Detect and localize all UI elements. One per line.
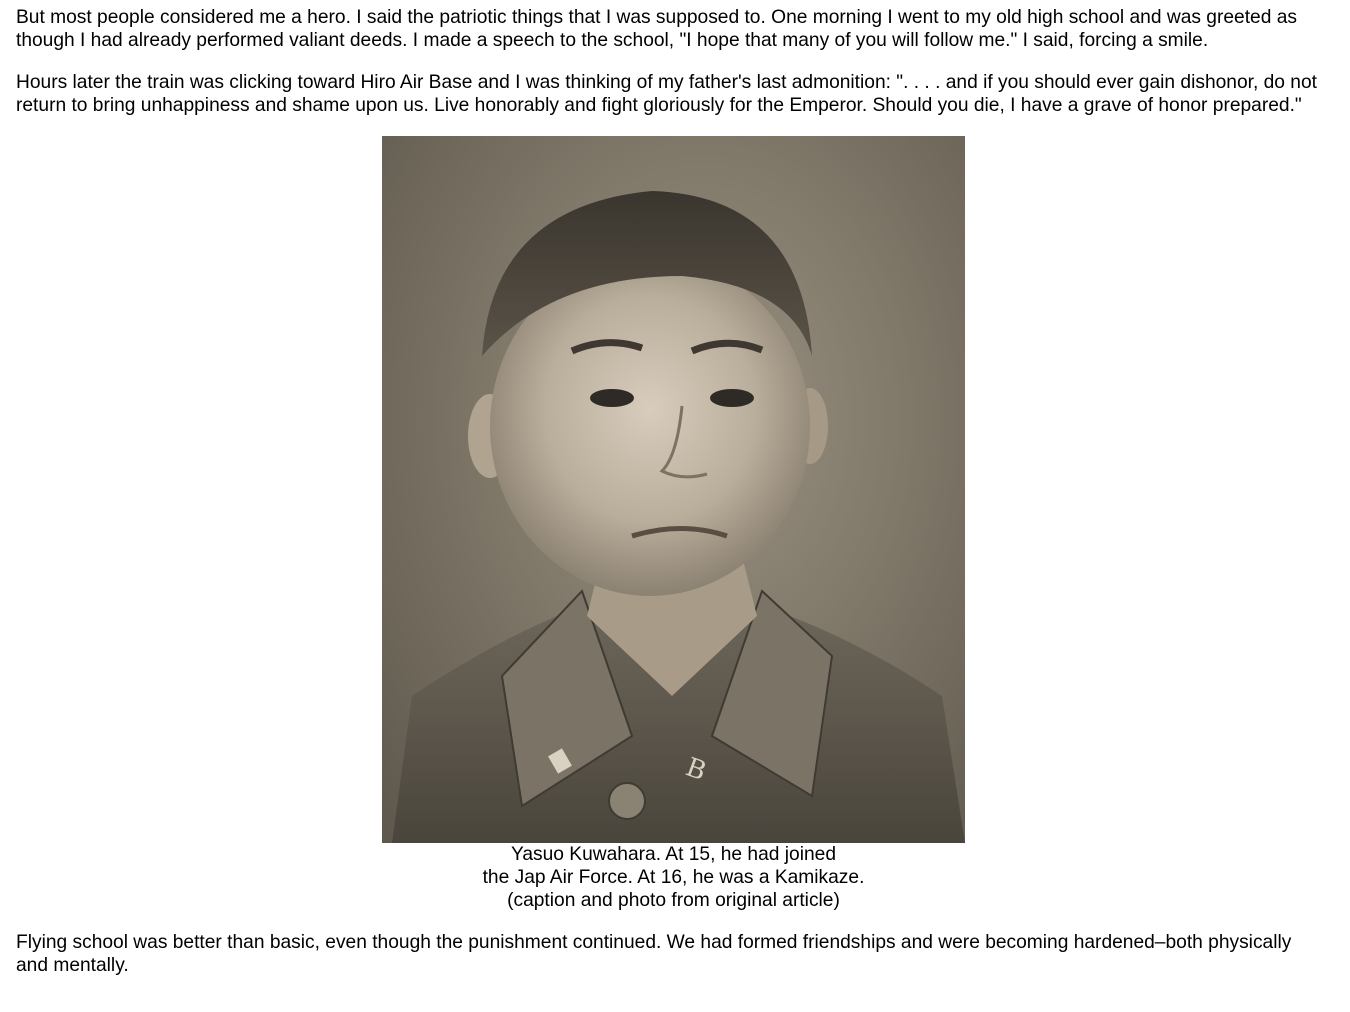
photo-caption [382, 843, 965, 912]
photo-figure [16, 136, 1328, 912]
caption-line-2: the Jap Air Force. At 16, he was a Kamikaze. [482, 867, 865, 888]
collar-badge-letter: B [681, 752, 711, 788]
paragraph-train: Hours later the train was clicking toward Hiro Air Base and I was thinking of my father's last admonition: ". . . . and if you should ever gain dishonor, do not return to bring unhappiness and shame upon us. Live honorably and fight gloriously for the Emperor. Should you die, I have a grave of honor prepared." [16, 72, 1317, 116]
portrait-photo [382, 136, 965, 843]
paragraph-hero: But most people considered me a hero. I said the patriotic things that I was supposed to. One morning I went to my old high school and was greeted as though I had already performed valiant deeds. I made a speech to the school, "I hope that many of you will follow me." I said, forcing a smile. [16, 7, 1297, 51]
article-body [16, 6, 1328, 996]
caption-line-3: (caption and photo from original article) [507, 890, 840, 911]
paragraph-flying-school: Flying school was better than basic, even though the punishment continued. We had formed friendships and were becoming hardened–both physically and mentally. [16, 932, 1292, 976]
caption-line-1: Yasuo Kuwahara. At 15, he had joined [510, 844, 836, 865]
portrait-photo-icon [382, 136, 965, 843]
